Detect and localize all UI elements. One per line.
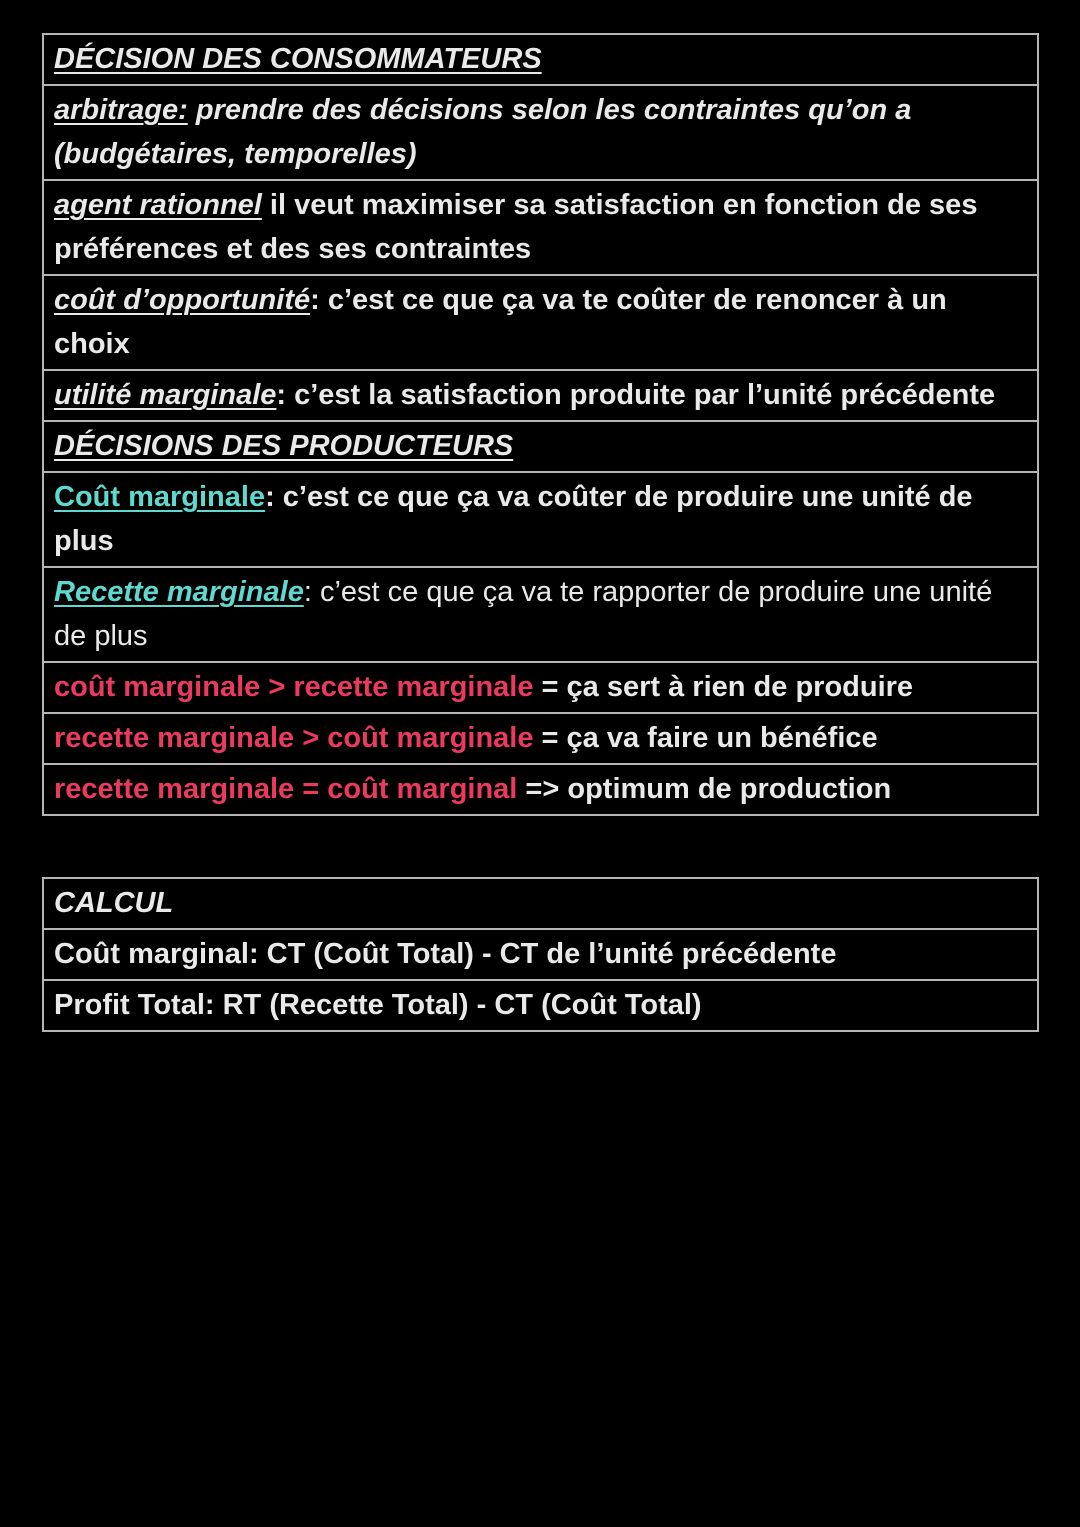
table-row xyxy=(43,85,1038,180)
term-text: DÉCISION DES CONSOMMATEURS xyxy=(54,43,542,75)
table-cell xyxy=(43,85,1038,180)
table-row xyxy=(43,980,1038,1031)
table-cell xyxy=(43,713,1038,764)
table-row xyxy=(43,662,1038,713)
table-cell xyxy=(43,980,1038,1031)
table-cell xyxy=(43,929,1038,980)
table-cell xyxy=(43,275,1038,370)
table-row xyxy=(43,275,1038,370)
table-cell xyxy=(43,764,1038,815)
table-row xyxy=(43,567,1038,662)
term-text: recette marginale > coût marginale xyxy=(54,722,534,754)
definition-text: : c’est ce que ça va coûter de produire une unité de plus xyxy=(54,481,973,557)
table-row xyxy=(43,421,1038,472)
term-text: DÉCISIONS DES PRODUCTEURS xyxy=(54,430,514,462)
table-cell xyxy=(43,180,1038,275)
definition-text: prendre des décisions selon les contraintes qu’on a (budgétaires, temporelles) xyxy=(54,94,912,170)
term-text: Recette marginale xyxy=(54,576,304,608)
term-text: arbitrage: xyxy=(54,94,188,126)
definition-text: il veut maximiser sa satisfaction en fonction de ses préférences et des ses contraintes xyxy=(54,189,978,265)
table-row xyxy=(43,180,1038,275)
table-cell xyxy=(43,567,1038,662)
table-cell xyxy=(43,662,1038,713)
calcul-table xyxy=(42,877,1039,1032)
term-text: coût d’opportunité xyxy=(54,284,311,316)
table-row xyxy=(43,713,1038,764)
term-text: Profit Total: RT (Recette Total) - CT (Coût Total) xyxy=(54,989,702,1021)
table-row xyxy=(43,34,1038,85)
definition-text: : c’est la satisfaction produite par l’unité précédente xyxy=(276,379,996,411)
table-row xyxy=(43,764,1038,815)
decisions-table xyxy=(42,33,1039,816)
definition-text: = ça va faire un bénéfice xyxy=(533,722,878,754)
term-text: Coût marginale xyxy=(54,481,266,513)
definition-text: : c’est ce que ça va te rapporter de produire une unité de plus xyxy=(54,576,993,652)
table-row xyxy=(43,472,1038,567)
definition-text: => optimum de production xyxy=(517,773,892,805)
table-cell xyxy=(43,421,1038,472)
term-text: coût marginale > recette marginale xyxy=(54,671,534,703)
term-text: Coût marginal: CT (Coût Total) - CT de l’unité précédente xyxy=(54,938,837,970)
term-text: agent rationnel xyxy=(54,189,262,221)
definition-text: : c’est ce que ça va te coûter de renoncer à un choix xyxy=(54,284,947,360)
table-row xyxy=(43,370,1038,421)
table-row xyxy=(43,929,1038,980)
table-cell xyxy=(43,34,1038,85)
term-text: recette marginale = coût marginal xyxy=(54,773,518,805)
definition-text: = ça sert à rien de produire xyxy=(533,671,914,703)
term-text: utilité marginale xyxy=(54,379,277,411)
term-text: CALCUL xyxy=(54,887,174,919)
table-cell xyxy=(43,370,1038,421)
table-cell xyxy=(43,472,1038,567)
table-cell xyxy=(43,878,1038,929)
table-row xyxy=(43,878,1038,929)
